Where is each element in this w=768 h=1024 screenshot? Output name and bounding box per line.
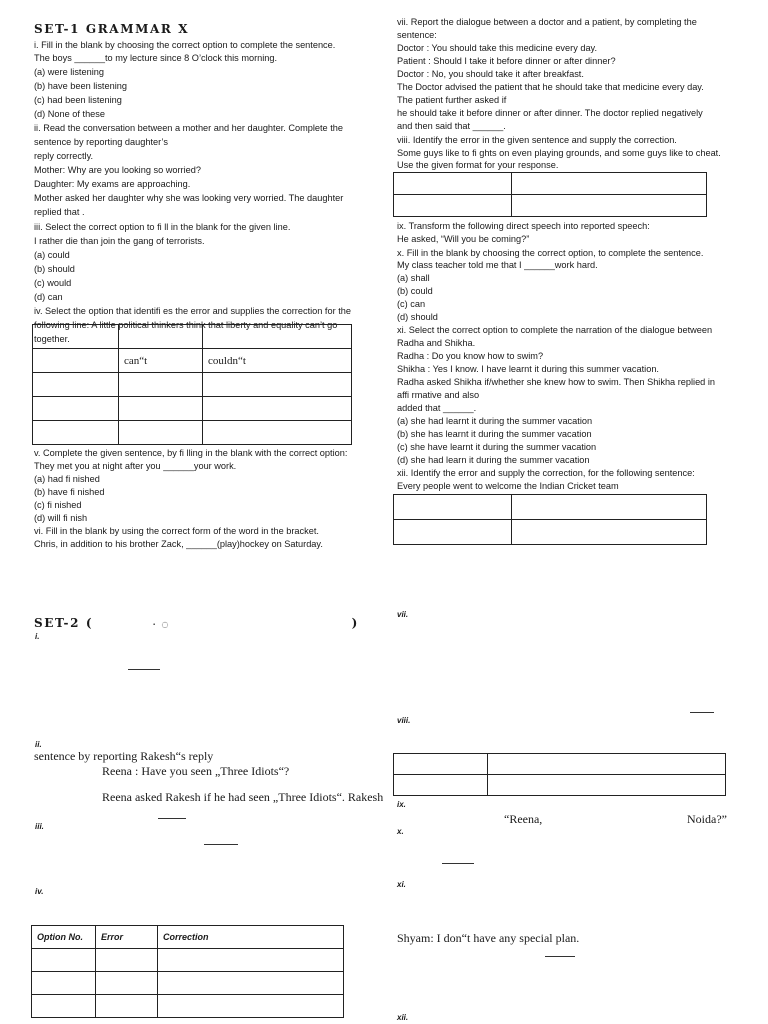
left-line: (d) will fi nish [34,513,88,523]
blank-line [158,817,186,819]
set1-answer-table-viii [393,172,707,217]
blank-line [128,668,160,670]
left-line: together. [34,334,70,344]
left-line: They met you at night after you ______your work. [34,461,237,471]
label-ii: ii. [35,740,42,749]
left-line: (c) would [34,278,72,288]
left-line: reply correctly. [34,151,94,161]
label-x: x. [397,827,404,836]
table-cell: couldn“t [203,349,352,373]
set2-title: SET-2 ( · ◌ ) [34,616,359,630]
right-line: Some guys like to fi ghts on even playing grounds, and some guys like to cheat. [397,148,721,158]
left-line: I rather die than join the gang of terrorists. [34,236,205,246]
left-line: iii. Select the correct option to fi ll in the blank for the given line. [34,222,291,232]
right-line: The patient further asked if [397,95,507,105]
blank-line [442,862,474,864]
right-line: Radha asked Shikha if/whether she knew how to swim. Then Shikha replied in [397,377,715,387]
left-line: (a) had fi nished [34,474,100,484]
set1-answer-table-xii [393,494,707,545]
label-xii: xii. [397,1013,409,1022]
ix-quote-right: Noida?” [687,812,727,826]
right-line: xii. Identify the error and supply the correction, for the following sentence: [397,468,695,478]
left-line: v. Complete the given sentence, by fi lling in the blank with the correct option: [34,448,348,458]
set2-answer-table [31,925,344,1018]
label-iii: iii. [35,822,44,831]
col-error: Error [96,926,158,949]
left-line: (a) could [34,250,70,260]
blank-line [204,843,238,845]
ix-quote-left: “Reena, [504,812,543,826]
reena-question: Reena : Have you seen „Three Idiots“? [102,764,290,778]
right-line: (a) shall [397,273,430,283]
right-line: The Doctor advised the patient that he should take that medicine every day. [397,82,704,92]
right-line: (b) could [397,286,433,296]
left-line: iv. Select the option that identifi es the error and supplies the correction for the [34,306,351,316]
right-line: added that ______. [397,403,477,413]
left-line: Daughter: My exams are approaching. [34,179,191,189]
set1-title: SET-1 GRAMMAR X [34,22,190,36]
right-line: ix. Transform the following direct speech into reported speech: [397,221,650,231]
ii-sentence: sentence by reporting Rakesh“s reply [34,749,214,763]
right-line: He asked, “Will you be coming?” [397,234,530,244]
right-line: he should take it before dinner or after dinner. The doctor replied negatively [397,108,703,118]
right-line: xi. Select the correct option to complete the narration of the dialogue between [397,325,713,335]
shyam-line: Shyam: I don“t have any special plan. [397,931,580,945]
set2-answer-table-viii [393,753,726,796]
left-line: The boys ______to my lecture since 8 O’clock this morning. [34,53,278,63]
left-line: i. Fill in the blank by choosing the correct option to complete the sentence. [34,40,336,50]
left-line: sentence by reporting daughter’s [34,137,168,147]
col-correction: Correction [158,926,344,949]
label-ix: ix. [397,800,406,809]
left-line: (c) had been listening [34,95,122,105]
left-line: replied that . [34,207,85,217]
left-line: (a) were listening [34,67,104,77]
right-line: Radha : Do you know how to swim? [397,351,544,361]
right-line: (d) she had learn it during the summer vacation [397,455,590,465]
left-line: Mother asked her daughter why she was looking very worried. The daughter [34,193,344,203]
right-line: Use the given format for your response. [397,160,559,170]
right-line: (b) she has learnt it during the summer vacation [397,429,592,439]
left-line: following line: A little political thinkers think that liberty and equality can’t go [34,320,338,330]
left-line: (b) have fi nished [34,487,105,497]
left-line: (d) can [34,292,63,302]
right-line: and then said that ______. [397,121,506,131]
right-line: (d) should [397,312,438,322]
right-line: My class teacher told me that I ______work hard. [397,260,598,270]
right-line: (a) she had learnt it during the summer vacation [397,416,593,426]
blank-line [545,955,575,957]
left-line: (d) None of these [34,109,105,119]
left-line: Mother: Why are you looking so worried? [34,165,201,175]
right-line: sentence: [397,30,437,40]
right-line: Shikha : Yes I know. I have learnt it during this summer vacation. [397,364,659,374]
left-line: (b) should [34,264,75,274]
label-viii: viii. [397,716,411,725]
label-iv: iv. [35,887,44,896]
right-line: vii. Report the dialogue between a doctor and a patient, by completing the [397,17,697,27]
right-line: Every people went to welcome the Indian Cricket team [397,481,619,491]
label-vii: vii. [397,610,409,619]
left-line: (c) fi nished [34,500,82,510]
blank-line [690,711,714,713]
right-line: viii. Identify the error in the given sentence and supply the correction. [397,135,677,145]
right-line: Doctor : You should take this medicine every day. [397,43,598,53]
set1-answer-table-iv [32,324,352,445]
reena-asked: Reena asked Rakesh if he had seen „Three Idiots“. Rakesh [102,790,384,804]
right-line: Patient : Should I take it before dinner or after dinner? [397,56,616,66]
label-i: i. [35,632,40,641]
left-line: vi. Fill in the blank by using the correct form of the word in the bracket. [34,526,319,536]
left-line: (b) have been listening [34,81,127,91]
right-line: Radha and Shikha. [397,338,476,348]
left-line: ii. Read the conversation between a mother and her daughter. Complete the [34,123,343,133]
right-line: (c) can [397,299,426,309]
right-line: Doctor : No, you should take it after breakfast. [397,69,584,79]
right-line: x. Fill in the blank by choosing the correct option, to complete the sentence. [397,248,704,258]
left-line: Chris, in addition to his brother Zack, ______(play)hockey on Saturday. [34,539,323,549]
right-line: (c) she have learnt it during the summer vacation [397,442,597,452]
table-cell: can“t [119,349,203,373]
label-xi: xi. [397,880,406,889]
right-line: affi rmative and also [397,390,480,400]
col-option-no: Option No. [32,926,96,949]
